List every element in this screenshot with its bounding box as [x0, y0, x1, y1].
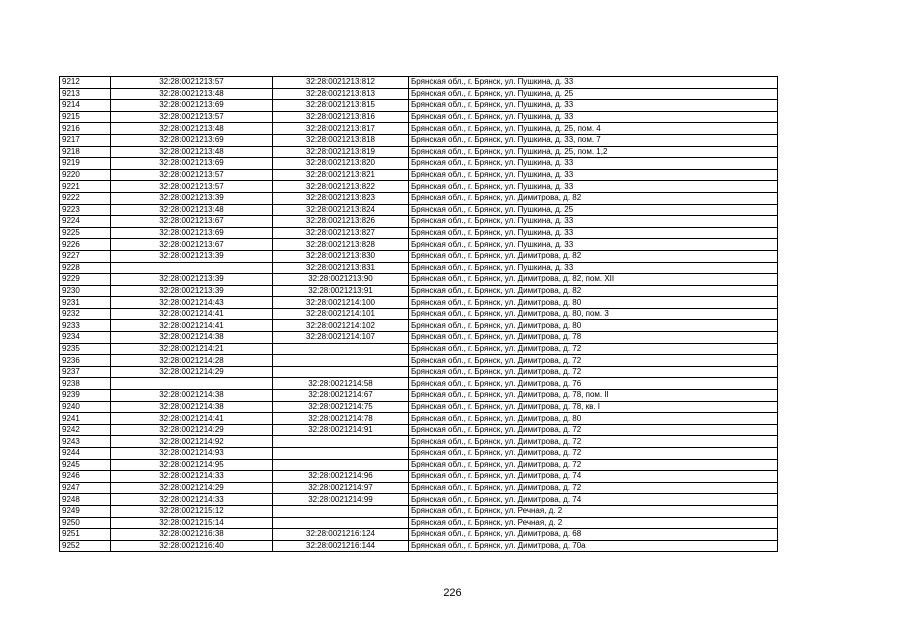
address-cell: Брянская обл., г. Брянск, ул. Димитрова, д. 68: [409, 529, 778, 541]
land-cadastral-number-cell: 32:28:0021213:69: [111, 100, 273, 112]
table-row: [60, 471, 778, 483]
address-cell: Брянская обл., г. Брянск, ул. Димитрова, д. 82: [409, 192, 778, 204]
row-number-cell: 9216: [60, 123, 111, 135]
object-cadastral-number-cell: 32:28:0021213:824: [273, 204, 409, 216]
row-number-cell: 9248: [60, 494, 111, 506]
row-number-cell: 9221: [60, 181, 111, 193]
row-number-cell: 9251: [60, 529, 111, 541]
row-number-cell: 9229: [60, 274, 111, 286]
address-cell: Брянская обл., г. Брянск, ул. Димитрова, д. 78: [409, 332, 778, 344]
address-cell: Брянская обл., г. Брянск, ул. Пушкина, д. 33: [409, 227, 778, 239]
address-cell: Брянская обл., г. Брянск, ул. Пушкина, д. 25: [409, 204, 778, 216]
land-cadastral-number-cell: 32:28:0021213:57: [111, 77, 273, 89]
address-cell: Брянская обл., г. Брянск, ул. Димитрова, д. 82: [409, 285, 778, 297]
land-cadastral-number-cell: 32:28:0021214:95: [111, 459, 273, 471]
object-cadastral-number-cell: 32:28:0021213:91: [273, 285, 409, 297]
object-cadastral-number-cell: 32:28:0021214:96: [273, 471, 409, 483]
address-cell: Брянская обл., г. Брянск, ул. Димитрова, д. 72: [409, 459, 778, 471]
address-cell: Брянская обл., г. Брянск, ул. Димитрова, д. 72: [409, 355, 778, 367]
object-cadastral-number-cell: 32:28:0021214:91: [273, 424, 409, 436]
row-number-cell: 9212: [60, 77, 111, 89]
object-cadastral-number-cell: 32:28:0021213:827: [273, 227, 409, 239]
table-row: [60, 158, 778, 170]
row-number-cell: 9225: [60, 227, 111, 239]
object-cadastral-number-cell: 32:28:0021214:101: [273, 308, 409, 320]
land-cadastral-number-cell: 32:28:0021213:57: [111, 169, 273, 181]
row-number-cell: 9250: [60, 517, 111, 529]
land-cadastral-number-cell: 32:28:0021213:39: [111, 192, 273, 204]
object-cadastral-number-cell: 32:28:0021213:813: [273, 88, 409, 100]
address-cell: Брянская обл., г. Брянск, ул. Димитрова, д. 80: [409, 413, 778, 425]
row-number-cell: 9226: [60, 239, 111, 251]
table-row: [60, 540, 778, 552]
object-cadastral-number-cell: 32:28:0021216:144: [273, 540, 409, 552]
table-row: [60, 88, 778, 100]
land-cadastral-number-cell: 32:28:0021213:57: [111, 111, 273, 123]
row-number-cell: 9233: [60, 320, 111, 332]
table-row: [60, 332, 778, 344]
address-cell: Брянская обл., г. Брянск, ул. Пушкина, д. 25, пом. 1,2: [409, 146, 778, 158]
table-row: [60, 459, 778, 471]
row-number-cell: 9228: [60, 262, 111, 274]
object-cadastral-number-cell: [273, 436, 409, 448]
address-cell: Брянская обл., г. Брянск, ул. Димитрова, д. 82, пом. XII: [409, 274, 778, 286]
address-cell: Брянская обл., г. Брянск, ул. Пушкина, д. 33: [409, 216, 778, 228]
object-cadastral-number-cell: [273, 517, 409, 529]
object-cadastral-number-cell: [273, 505, 409, 517]
table-row: [60, 390, 778, 402]
table-row: [60, 285, 778, 297]
table-row: [60, 239, 778, 251]
table-row: [60, 343, 778, 355]
address-cell: Брянская обл., г. Брянск, ул. Димитрова, д. 82: [409, 250, 778, 262]
table-row: [60, 366, 778, 378]
object-cadastral-number-cell: 32:28:0021214:99: [273, 494, 409, 506]
row-number-cell: 9214: [60, 100, 111, 112]
row-number-cell: 9246: [60, 471, 111, 483]
address-cell: Брянская обл., г. Брянск, ул. Димитрова, д. 80: [409, 320, 778, 332]
object-cadastral-number-cell: 32:28:0021214:107: [273, 332, 409, 344]
land-cadastral-number-cell: 32:28:0021214:41: [111, 308, 273, 320]
address-cell: Брянская обл., г. Брянск, ул. Димитрова, д. 72: [409, 436, 778, 448]
row-number-cell: 9230: [60, 285, 111, 297]
land-cadastral-number-cell: 32:28:0021214:33: [111, 494, 273, 506]
row-number-cell: 9247: [60, 482, 111, 494]
table-row: [60, 262, 778, 274]
land-cadastral-number-cell: 32:28:0021213:48: [111, 88, 273, 100]
table-row: [60, 227, 778, 239]
row-number-cell: 9238: [60, 378, 111, 390]
land-cadastral-number-cell: 32:28:0021213:67: [111, 239, 273, 251]
table-row: [60, 181, 778, 193]
row-number-cell: 9220: [60, 169, 111, 181]
land-cadastral-number-cell: 32:28:0021214:41: [111, 320, 273, 332]
table-row: [60, 111, 778, 123]
table-row: [60, 320, 778, 332]
address-cell: Брянская обл., г. Брянск, ул. Димитрова, д. 70а: [409, 540, 778, 552]
table-row: [60, 274, 778, 286]
table-row: [60, 192, 778, 204]
object-cadastral-number-cell: 32:28:0021214:100: [273, 297, 409, 309]
row-number-cell: 9242: [60, 424, 111, 436]
row-number-cell: 9218: [60, 146, 111, 158]
address-cell: Брянская обл., г. Брянск, ул. Речная, д. 2: [409, 505, 778, 517]
registry-table: [59, 76, 778, 552]
object-cadastral-number-cell: 32:28:0021214:67: [273, 390, 409, 402]
row-number-cell: 9223: [60, 204, 111, 216]
object-cadastral-number-cell: 32:28:0021213:812: [273, 77, 409, 89]
land-cadastral-number-cell: 32:28:0021213:39: [111, 274, 273, 286]
object-cadastral-number-cell: 32:28:0021213:823: [273, 192, 409, 204]
row-number-cell: 9232: [60, 308, 111, 320]
land-cadastral-number-cell: 32:28:0021214:29: [111, 366, 273, 378]
object-cadastral-number-cell: 32:28:0021213:831: [273, 262, 409, 274]
land-cadastral-number-cell: 32:28:0021213:39: [111, 285, 273, 297]
row-number-cell: 9236: [60, 355, 111, 367]
object-cadastral-number-cell: [273, 448, 409, 460]
table-row: [60, 494, 778, 506]
object-cadastral-number-cell: 32:28:0021214:97: [273, 482, 409, 494]
address-cell: Брянская обл., г. Брянск, ул. Пушкина, д. 33, пом. 7: [409, 134, 778, 146]
table-row: [60, 355, 778, 367]
address-cell: Брянская обл., г. Брянск, ул. Димитрова, д. 74: [409, 471, 778, 483]
row-number-cell: 9227: [60, 250, 111, 262]
land-cadastral-number-cell: 32:28:0021214:33: [111, 471, 273, 483]
land-cadastral-number-cell: 32:28:0021213:69: [111, 158, 273, 170]
table-row: [60, 378, 778, 390]
table-row: [60, 448, 778, 460]
row-number-cell: 9234: [60, 332, 111, 344]
address-cell: Брянская обл., г. Брянск, ул. Димитрова, д. 80: [409, 297, 778, 309]
land-cadastral-number-cell: 32:28:0021216:38: [111, 529, 273, 541]
table-row: [60, 134, 778, 146]
land-cadastral-number-cell: 32:28:0021214:38: [111, 401, 273, 413]
object-cadastral-number-cell: 32:28:0021213:818: [273, 134, 409, 146]
land-cadastral-number-cell: 32:28:0021215:14: [111, 517, 273, 529]
object-cadastral-number-cell: 32:28:0021213:90: [273, 274, 409, 286]
table-row: [60, 505, 778, 517]
address-cell: Брянская обл., г. Брянск, ул. Пушкина, д. 33: [409, 111, 778, 123]
address-cell: Брянская обл., г. Брянск, ул. Пушкина, д. 33: [409, 158, 778, 170]
table-row: [60, 424, 778, 436]
table-row: [60, 413, 778, 425]
land-cadastral-number-cell: 32:28:0021214:21: [111, 343, 273, 355]
table-row: [60, 100, 778, 112]
land-cadastral-number-cell: 32:28:0021214:41: [111, 413, 273, 425]
land-cadastral-number-cell: 32:28:0021216:40: [111, 540, 273, 552]
land-cadastral-number-cell: 32:28:0021214:29: [111, 424, 273, 436]
row-number-cell: 9245: [60, 459, 111, 471]
table-row: [60, 123, 778, 135]
address-cell: Брянская обл., г. Брянск, ул. Речная, д. 2: [409, 517, 778, 529]
address-cell: Брянская обл., г. Брянск, ул. Пушкина, д. 33: [409, 181, 778, 193]
object-cadastral-number-cell: [273, 366, 409, 378]
object-cadastral-number-cell: [273, 355, 409, 367]
land-cadastral-number-cell: 32:28:0021213:57: [111, 181, 273, 193]
object-cadastral-number-cell: 32:28:0021214:58: [273, 378, 409, 390]
land-cadastral-number-cell: 32:28:0021214:43: [111, 297, 273, 309]
table-row: [60, 216, 778, 228]
row-number-cell: 9219: [60, 158, 111, 170]
address-cell: Брянская обл., г. Брянск, ул. Димитрова, д. 72: [409, 424, 778, 436]
row-number-cell: 9252: [60, 540, 111, 552]
land-cadastral-number-cell: [111, 378, 273, 390]
table-row: [60, 297, 778, 309]
address-cell: Брянская обл., г. Брянск, ул. Пушкина, д. 25: [409, 88, 778, 100]
table-row: [60, 146, 778, 158]
page-number: 226: [443, 587, 462, 599]
object-cadastral-number-cell: 32:28:0021216:124: [273, 529, 409, 541]
table-row: [60, 77, 778, 89]
address-cell: Брянская обл., г. Брянск, ул. Димитрова, д. 76: [409, 378, 778, 390]
land-cadastral-number-cell: 32:28:0021213:48: [111, 123, 273, 135]
address-cell: Брянская обл., г. Брянск, ул. Пушкина, д. 33: [409, 239, 778, 251]
land-cadastral-number-cell: 32:28:0021214:29: [111, 482, 273, 494]
row-number-cell: 9249: [60, 505, 111, 517]
object-cadastral-number-cell: 32:28:0021213:817: [273, 123, 409, 135]
row-number-cell: 9235: [60, 343, 111, 355]
land-cadastral-number-cell: 32:28:0021213:67: [111, 216, 273, 228]
object-cadastral-number-cell: 32:28:0021213:820: [273, 158, 409, 170]
table-row: [60, 529, 778, 541]
table-row: [60, 517, 778, 529]
row-number-cell: 9243: [60, 436, 111, 448]
land-cadastral-number-cell: 32:28:0021214:92: [111, 436, 273, 448]
object-cadastral-number-cell: 32:28:0021214:75: [273, 401, 409, 413]
land-cadastral-number-cell: 32:28:0021214:28: [111, 355, 273, 367]
object-cadastral-number-cell: 32:28:0021214:102: [273, 320, 409, 332]
address-cell: Брянская обл., г. Брянск, ул. Димитрова, д. 72: [409, 366, 778, 378]
address-cell: Брянская обл., г. Брянск, ул. Димитрова, д. 80, пом. 3: [409, 308, 778, 320]
land-cadastral-number-cell: [111, 262, 273, 274]
row-number-cell: 9237: [60, 366, 111, 378]
row-number-cell: 9231: [60, 297, 111, 309]
row-number-cell: 9224: [60, 216, 111, 228]
object-cadastral-number-cell: 32:28:0021213:830: [273, 250, 409, 262]
address-cell: Брянская обл., г. Брянск, ул. Димитрова, д. 78, пом. II: [409, 390, 778, 402]
table-row: [60, 482, 778, 494]
land-cadastral-number-cell: 32:28:0021214:38: [111, 332, 273, 344]
address-cell: Брянская обл., г. Брянск, ул. Димитрова, д. 72: [409, 448, 778, 460]
land-cadastral-number-cell: 32:28:0021213:48: [111, 204, 273, 216]
table-row: [60, 169, 778, 181]
row-number-cell: 9222: [60, 192, 111, 204]
row-number-cell: 9244: [60, 448, 111, 460]
row-number-cell: 9240: [60, 401, 111, 413]
address-cell: Брянская обл., г. Брянск, ул. Пушкина, д. 33: [409, 100, 778, 112]
object-cadastral-number-cell: 32:28:0021213:816: [273, 111, 409, 123]
table-row: [60, 204, 778, 216]
address-cell: Брянская обл., г. Брянск, ул. Пушкина, д. 33: [409, 77, 778, 89]
row-number-cell: 9215: [60, 111, 111, 123]
land-cadastral-number-cell: 32:28:0021213:69: [111, 227, 273, 239]
land-cadastral-number-cell: 32:28:0021214:93: [111, 448, 273, 460]
object-cadastral-number-cell: 32:28:0021213:819: [273, 146, 409, 158]
address-cell: Брянская обл., г. Брянск, ул. Пушкина, д. 33: [409, 262, 778, 274]
table-row: [60, 308, 778, 320]
land-cadastral-number-cell: 32:28:0021213:48: [111, 146, 273, 158]
table-row: [60, 401, 778, 413]
object-cadastral-number-cell: 32:28:0021213:815: [273, 100, 409, 112]
address-cell: Брянская обл., г. Брянск, ул. Димитрова, д. 72: [409, 343, 778, 355]
address-cell: Брянская обл., г. Брянск, ул. Пушкина, д. 33: [409, 169, 778, 181]
object-cadastral-number-cell: [273, 459, 409, 471]
object-cadastral-number-cell: 32:28:0021213:821: [273, 169, 409, 181]
table-row: [60, 436, 778, 448]
registry-table-body: [60, 77, 778, 552]
address-cell: Брянская обл., г. Брянск, ул. Димитрова, д. 74: [409, 494, 778, 506]
land-cadastral-number-cell: 32:28:0021213:39: [111, 250, 273, 262]
row-number-cell: 9239: [60, 390, 111, 402]
address-cell: Брянская обл., г. Брянск, ул. Димитрова, д. 72: [409, 482, 778, 494]
object-cadastral-number-cell: 32:28:0021213:822: [273, 181, 409, 193]
address-cell: Брянская обл., г. Брянск, ул. Димитрова, д. 78, кв. I: [409, 401, 778, 413]
land-cadastral-number-cell: 32:28:0021213:69: [111, 134, 273, 146]
row-number-cell: 9241: [60, 413, 111, 425]
row-number-cell: 9217: [60, 134, 111, 146]
object-cadastral-number-cell: 32:28:0021213:828: [273, 239, 409, 251]
land-cadastral-number-cell: 32:28:0021215:12: [111, 505, 273, 517]
object-cadastral-number-cell: 32:28:0021213:826: [273, 216, 409, 228]
land-cadastral-number-cell: 32:28:0021214:38: [111, 390, 273, 402]
row-number-cell: 9213: [60, 88, 111, 100]
table-row: [60, 250, 778, 262]
address-cell: Брянская обл., г. Брянск, ул. Пушкина, д. 25, пом. 4: [409, 123, 778, 135]
object-cadastral-number-cell: 32:28:0021214:78: [273, 413, 409, 425]
object-cadastral-number-cell: [273, 343, 409, 355]
